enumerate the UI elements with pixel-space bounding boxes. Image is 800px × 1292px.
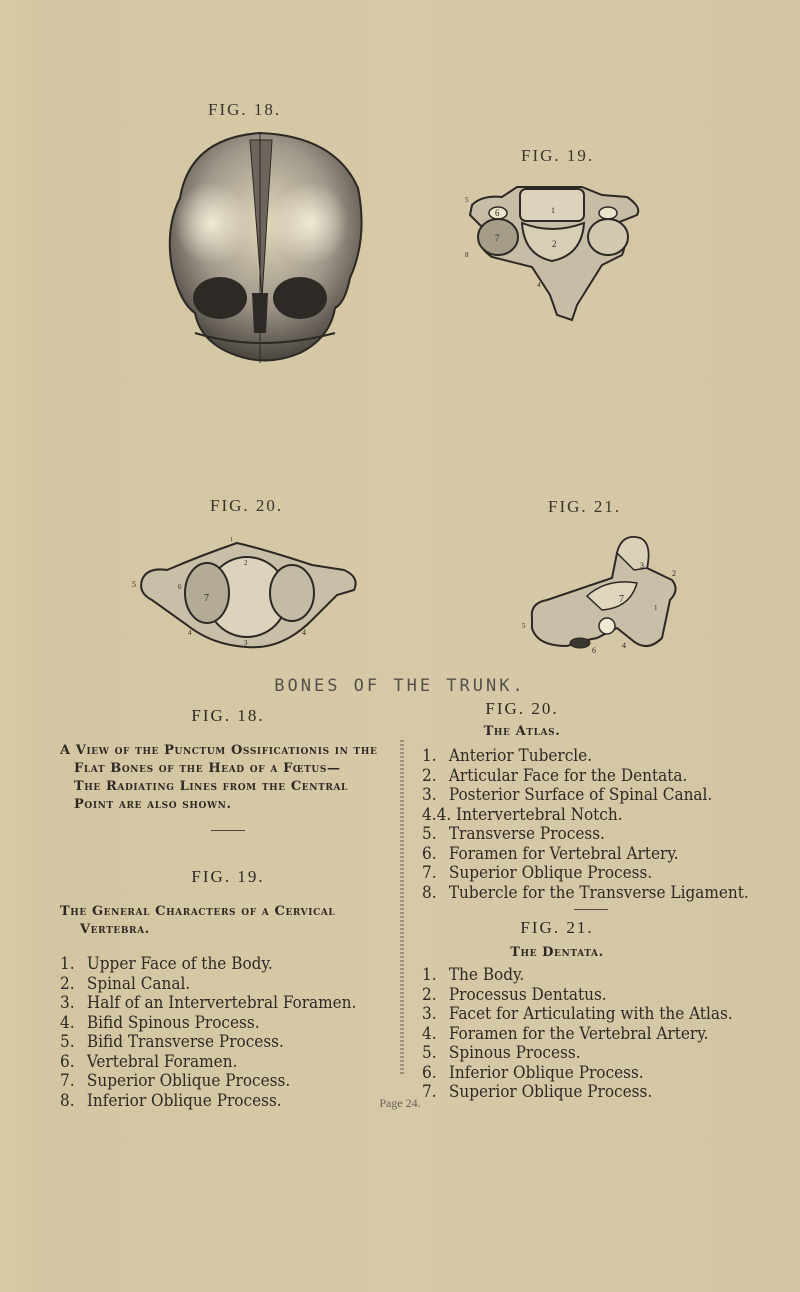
legend-item: 4.4. Intervertebral Notch. (422, 804, 623, 825)
fig19-marker-5: 5 (465, 196, 469, 204)
fig20-legend-list (422, 747, 782, 903)
legend-item: 8. Inferior Oblique Process. (60, 1090, 282, 1111)
fig20-caption-title: FIG. 20. (485, 699, 559, 718)
fig19-marker-6: 6 (495, 208, 500, 218)
legend-item: 1. Upper Face of the Body. (60, 954, 273, 974)
left-column (60, 706, 396, 1111)
fig20-marker-5: 5 (132, 580, 136, 589)
fig21-marker-6: 6 (592, 646, 596, 653)
fig21-marker-4: 4 (622, 641, 626, 650)
legend-item: 7. Superior Oblique Process. (60, 1071, 291, 1091)
fig19-marker-2: 2 (552, 239, 557, 249)
legend-item: 6. Vertebral Foramen. (60, 1051, 238, 1072)
legend-item: 3. Posterior Surface of Spinal Canal. (422, 785, 713, 805)
fig20-label: FIG. 20. (210, 496, 284, 515)
fig20-marker-2: 2 (244, 559, 248, 567)
fig21-marker-3: 3 (640, 561, 644, 570)
legend-item: 7. Superior Oblique Process. (422, 1082, 653, 1102)
fig19-caption-line: The General Characters of a Cervical (60, 904, 336, 919)
fig18-caption (60, 742, 396, 814)
fig18-skull-illustration (160, 128, 370, 373)
fig19-caption (60, 903, 396, 939)
fig21-marker-2: 2 (672, 569, 676, 578)
legend-item: 5. Bifid Transverse Process. (60, 1032, 284, 1052)
legend-item: 2. Processus Dentatus. (422, 984, 607, 1005)
fig20-marker-3: 3 (244, 639, 248, 647)
legend-item: 7. Superior Oblique Process. (422, 863, 653, 883)
fig21-label: FIG. 21. (548, 497, 622, 516)
fig18-caption-line: Flat Bones of the Head of a Fœtus— (74, 761, 341, 776)
fig18-caption-line: The Radiating Lines from the Central (74, 779, 348, 794)
fig21-caption-title: FIG. 21. (520, 918, 594, 937)
fig21-marker-7: 7 (619, 594, 624, 605)
page-number: Page 24. (379, 1096, 421, 1110)
separator-rule (574, 909, 608, 910)
fig20-atlas-illustration (132, 535, 364, 655)
fig19-marker-7: 7 (495, 233, 500, 243)
section-heading: BONES OF THE TRUNK. (274, 676, 526, 696)
fig20-marker-6: 6 (178, 583, 182, 591)
fig19-label: FIG. 19. (521, 146, 595, 165)
fig18-caption-line: A View of the Punctum Ossificationis in the (60, 743, 378, 758)
fig21-marker-5: 5 (522, 622, 526, 630)
fig20-marker-7: 7 (204, 593, 209, 604)
legend-item: 5. Spinous Process. (422, 1043, 581, 1063)
fig21-marker-1: 1 (654, 604, 658, 612)
fig20-marker-4b: 4 (302, 628, 306, 637)
fig19-marker-8: 8 (465, 251, 469, 259)
legend-item: 2. Spinal Canal. (60, 973, 191, 994)
fig19-cervical-vertebra-illustration (462, 175, 644, 325)
fig19-legend-list (60, 955, 396, 1111)
fig19-caption-line: Vertebra. (80, 922, 150, 937)
fig18-caption-title: FIG. 18. (191, 706, 265, 725)
legend-item: 5. Transverse Process. (422, 824, 605, 844)
legend-item: 2. Articular Face for the Dentata. (422, 765, 688, 786)
fig21-dentata-illustration (522, 528, 682, 653)
fig19-caption-title: FIG. 19. (191, 867, 265, 886)
legend-item: 3. Facet for Articulating with the Atlas. (422, 1004, 733, 1024)
legend-item: 4. Bifid Spinous Process. (60, 1012, 260, 1033)
fig21-subtitle: The Dentata. (510, 945, 604, 960)
fig20-marker-1: 1 (230, 537, 233, 543)
legend-item: 1. Anterior Tubercle. (422, 746, 593, 766)
fig18-label: FIG. 18. (208, 100, 282, 119)
right-column (422, 699, 782, 1103)
fig18-caption-line: Point are also shown. (74, 797, 232, 812)
separator-rule (211, 830, 245, 831)
fig19-marker-4: 4 (537, 281, 541, 289)
legend-item: 3. Half of an Intervertebral Foramen. (60, 993, 357, 1013)
legend-item: 4. Foramen for the Vertebral Artery. (422, 1023, 709, 1044)
fig19-marker-1: 1 (551, 206, 555, 215)
fig21-legend-list (422, 966, 782, 1103)
legend-item: 6. Foramen for Vertebral Artery. (422, 843, 679, 864)
fig20-subtitle: The Atlas. (483, 724, 561, 739)
legend-item: 1. The Body. (422, 965, 525, 985)
fig20-marker-4a: 4 (188, 629, 192, 637)
column-divider (400, 740, 404, 1075)
legend-item: 8. Tubercle for the Transverse Ligament. (422, 882, 749, 903)
legend-item: 6. Inferior Oblique Process. (422, 1062, 644, 1083)
